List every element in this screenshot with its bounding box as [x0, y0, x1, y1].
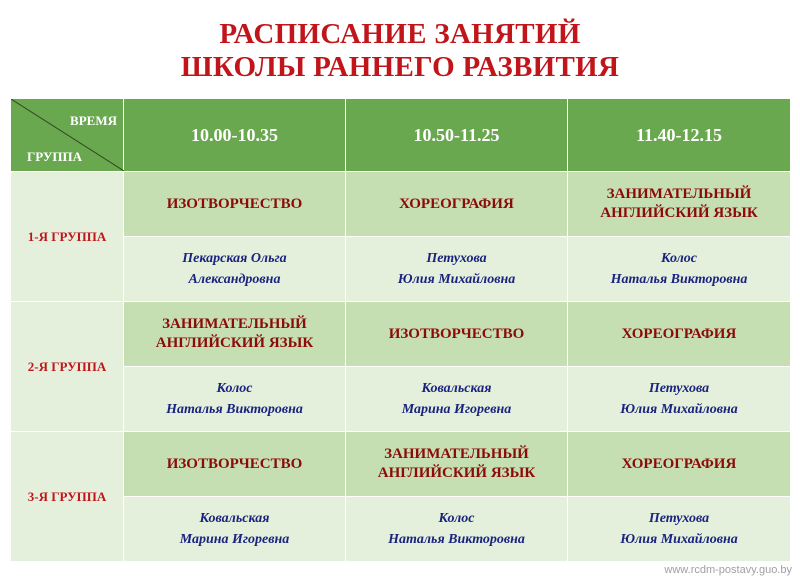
header-corner-cell [11, 99, 124, 172]
subject-cell: ХОРЕОГРАФИЯ [568, 432, 791, 497]
subject-row-group-1 [11, 172, 791, 237]
time-slot-1: 10.00-10.35 [124, 99, 346, 172]
group-label-1: 1-Я ГРУППА [11, 172, 124, 302]
time-label: ВРЕМЯ [70, 113, 117, 128]
page-title [0, 18, 800, 84]
schedule-table [10, 98, 791, 562]
title-line-2: ШКОЛЫ РАННЕГО РАЗВИТИЯ [180, 51, 620, 83]
subject-cell: ХОРЕОГРАФИЯ [568, 302, 791, 367]
time-slot-3: 11.40-12.15 [568, 99, 791, 172]
title-line-1: РАСПИСАНИЕ ЗАНЯТИЙ [219, 18, 581, 50]
group-label-3: 3-Я ГРУППА [11, 432, 124, 562]
teacher-cell: Петухова Юлия Михайловна [568, 367, 791, 432]
site-watermark: www.rcdm-postavy.guo.by [664, 564, 792, 576]
subject-row-group-2 [11, 302, 791, 367]
subject-cell: ХОРЕОГРАФИЯ [346, 172, 568, 237]
teacher-cell: Колос Наталья Викторовна [568, 237, 791, 302]
time-slot-2: 10.50-11.25 [346, 99, 568, 172]
header-row [11, 99, 791, 172]
subject-cell: ЗАНИМАТЕЛЬНЫЙ АНГЛИЙСКИЙ ЯЗЫК [568, 172, 791, 237]
teacher-cell: Колос Наталья Викторовна [346, 497, 568, 562]
teacher-cell: Колос Наталья Викторовна [124, 367, 346, 432]
teacher-cell: Петухова Юлия Михайловна [346, 237, 568, 302]
teacher-cell: Ковальская Марина Игоревна [346, 367, 568, 432]
subject-cell: ЗАНИМАТЕЛЬНЫЙ АНГЛИЙСКИЙ ЯЗЫК [124, 302, 346, 367]
teacher-cell: Петухова Юлия Михайловна [568, 497, 791, 562]
subject-cell: ИЗОТВОРЧЕСТВО [124, 432, 346, 497]
group-label-2: 2-Я ГРУППА [11, 302, 124, 432]
teacher-cell: Ковальская Марина Игоревна [124, 497, 346, 562]
subject-cell: ИЗОТВОРЧЕСТВО [124, 172, 346, 237]
subject-cell: ЗАНИМАТЕЛЬНЫЙ АНГЛИЙСКИЙ ЯЗЫК [346, 432, 568, 497]
teacher-row-group-1 [11, 237, 791, 302]
teacher-row-group-2 [11, 367, 791, 432]
subject-row-group-3 [11, 432, 791, 497]
group-label: ГРУППА [27, 149, 83, 164]
subject-cell: ИЗОТВОРЧЕСТВО [346, 302, 568, 367]
teacher-cell: Пекарская Ольга Александровна [124, 237, 346, 302]
teacher-row-group-3 [11, 497, 791, 562]
